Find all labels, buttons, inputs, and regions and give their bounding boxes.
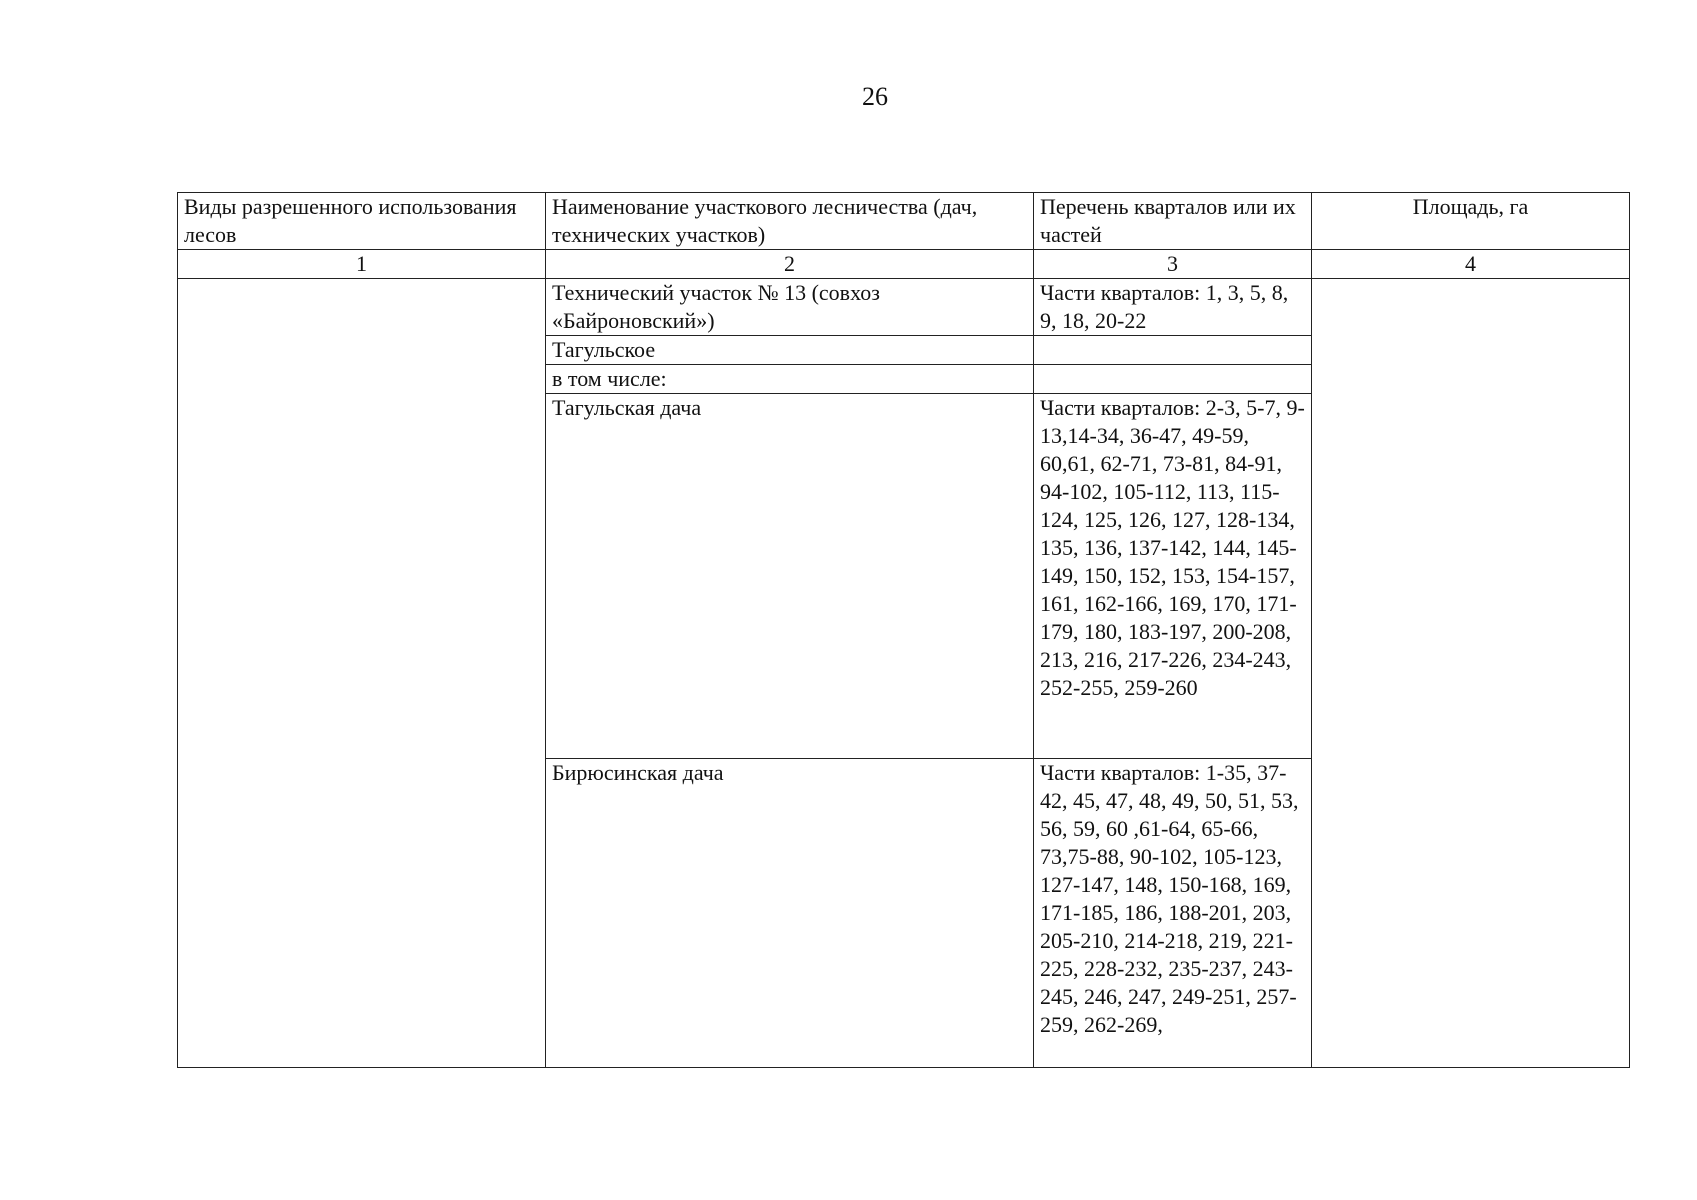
header-cell-use-type: Виды разрешенного использования лесов xyxy=(178,193,546,250)
area-cell xyxy=(1312,279,1630,1068)
quarters-cell: Части кварталов: 2-3, 5-7, 9-13,14-34, 36-47, 49-59, 60,61, 62-71, 73-81, 84-91, 94-102, 105-112, 113, 115-124, 125, 126, 127, 128-134, 135, 136, 137-142, 144, 145-149, 150, 152, 153, 154-157, 161, 162-166, 169, 170, 171-179, 180, 183-197, 200-208, 213, 216, 217-226, 234-243, 252-255, 259-260 xyxy=(1034,394,1312,759)
column-number: 3 xyxy=(1034,250,1312,279)
forest-use-table xyxy=(177,192,1630,1068)
forestry-name-cell: Тагульское xyxy=(546,336,1034,365)
header-cell-quarters: Перечень кварталов или их частей xyxy=(1034,193,1312,250)
forestry-name-cell: в том числе: xyxy=(546,365,1034,394)
column-number: 2 xyxy=(546,250,1034,279)
use-type-cell xyxy=(178,279,546,1068)
table-header-row xyxy=(178,193,1630,250)
column-number-row xyxy=(178,250,1630,279)
quarters-cell xyxy=(1034,336,1312,365)
column-number: 1 xyxy=(178,250,546,279)
forestry-name-cell: Технический участок № 13 (совхоз «Байроновский») xyxy=(546,279,1034,336)
quarters-cell: Части кварталов: 1, 3, 5, 8, 9, 18, 20-22 xyxy=(1034,279,1312,336)
header-cell-forestry-name: Наименование участкового лесничества (дач, технических участков) xyxy=(546,193,1034,250)
forestry-name-cell: Тагульская дача xyxy=(546,394,1034,759)
forestry-name-cell: Бирюсинская дача xyxy=(546,759,1034,1068)
header-cell-area: Площадь, га xyxy=(1312,193,1630,250)
quarters-cell: Части кварталов: 1-35, 37-42, 45, 47, 48, 49, 50, 51, 53, 56, 59, 60 ,61-64, 65-66, 73,75-88, 90-102, 105-123, 127-147, 148, 150-168, 169, 171-185, 186, 188-201, 203, 205-210, 214-218, 219, 221-225, 228-232, 235-237, 243-245, 246, 247, 249-251, 257-259, 262-269, xyxy=(1034,759,1312,1068)
column-number: 4 xyxy=(1312,250,1630,279)
page-number: 26 xyxy=(862,82,888,111)
table-row xyxy=(178,279,1630,336)
quarters-cell xyxy=(1034,365,1312,394)
